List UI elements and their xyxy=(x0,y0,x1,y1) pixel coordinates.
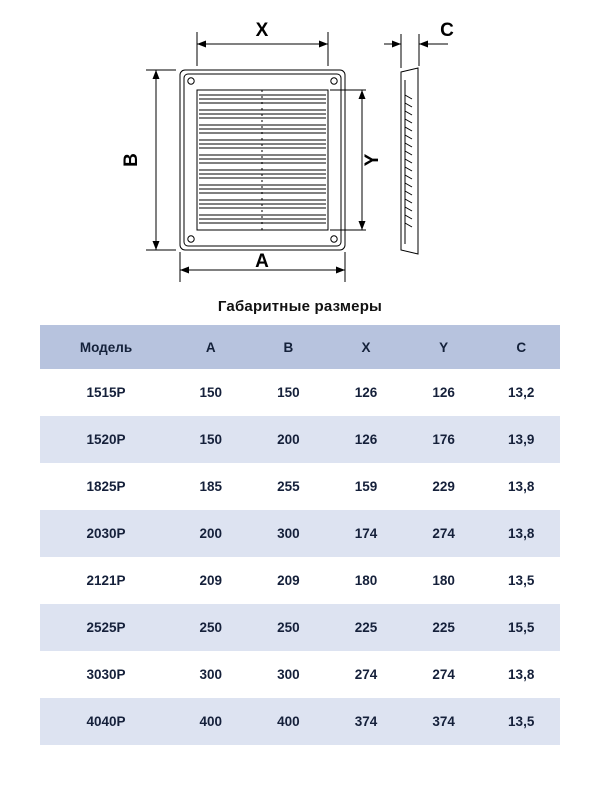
dimension-label-a: A xyxy=(255,251,269,272)
cell-value: 13,8 xyxy=(482,651,560,698)
cell-value: 209 xyxy=(250,557,328,604)
cell-value: 180 xyxy=(405,557,483,604)
cell-value: 150 xyxy=(250,369,328,416)
cell-value: 374 xyxy=(405,698,483,745)
column-header-y: Y xyxy=(405,325,483,369)
dimension-label-x: X xyxy=(255,20,269,41)
column-header-x: X xyxy=(327,325,405,369)
side-view-serration xyxy=(405,95,412,227)
table-row xyxy=(40,557,560,604)
screw-bottom-left xyxy=(188,236,194,242)
table-header-row xyxy=(40,325,560,369)
cell-model: 2121Р xyxy=(40,557,172,604)
cell-value: 250 xyxy=(172,604,250,651)
cell-value: 13,5 xyxy=(482,557,560,604)
column-header-model: Модель xyxy=(40,325,172,369)
dimension-label-b: B xyxy=(121,153,142,167)
cell-value: 174 xyxy=(327,510,405,557)
cell-value: 300 xyxy=(172,651,250,698)
table-row xyxy=(40,651,560,698)
cell-value: 274 xyxy=(405,651,483,698)
cell-value: 255 xyxy=(250,463,328,510)
cell-value: 300 xyxy=(250,651,328,698)
cell-value: 300 xyxy=(250,510,328,557)
cell-value: 225 xyxy=(327,604,405,651)
column-header-c: C xyxy=(482,325,560,369)
screw-top-right xyxy=(331,78,337,84)
cell-value: 400 xyxy=(172,698,250,745)
cell-value: 13,8 xyxy=(482,463,560,510)
cell-value: 400 xyxy=(250,698,328,745)
cell-value: 229 xyxy=(405,463,483,510)
cell-model: 1515Р xyxy=(40,369,172,416)
cell-value: 185 xyxy=(172,463,250,510)
table-row xyxy=(40,510,560,557)
cell-value: 13,2 xyxy=(482,369,560,416)
cell-model: 3030Р xyxy=(40,651,172,698)
table-row xyxy=(40,604,560,651)
cell-value: 15,5 xyxy=(482,604,560,651)
table-row xyxy=(40,698,560,745)
table-row xyxy=(40,416,560,463)
cell-value: 150 xyxy=(172,369,250,416)
cell-model: 1825Р xyxy=(40,463,172,510)
cell-value: 209 xyxy=(172,557,250,604)
cell-value: 176 xyxy=(405,416,483,463)
cell-value: 126 xyxy=(327,369,405,416)
table-row xyxy=(40,463,560,510)
louver-field xyxy=(197,90,328,230)
cell-value: 13,9 xyxy=(482,416,560,463)
cell-model: 1520Р xyxy=(40,416,172,463)
screw-bottom-right xyxy=(331,236,337,242)
cell-model: 2525Р xyxy=(40,604,172,651)
drawing-svg xyxy=(0,0,600,290)
grille-inner-frame xyxy=(184,74,341,246)
cell-value: 13,8 xyxy=(482,510,560,557)
cell-value: 13,5 xyxy=(482,698,560,745)
table-title: Габаритные размеры xyxy=(217,298,383,315)
cell-value: 274 xyxy=(327,651,405,698)
cell-value: 200 xyxy=(172,510,250,557)
table-body xyxy=(40,369,560,745)
cell-model: 2030Р xyxy=(40,510,172,557)
cell-value: 126 xyxy=(327,416,405,463)
technical-drawing xyxy=(0,0,600,290)
table-row xyxy=(40,369,560,416)
dimensions-table xyxy=(40,325,560,745)
cell-value: 150 xyxy=(172,416,250,463)
cell-value: 274 xyxy=(405,510,483,557)
column-header-b: B xyxy=(250,325,328,369)
dimensions-table-wrapper xyxy=(40,325,560,745)
cell-value: 159 xyxy=(327,463,405,510)
cell-model: 4040Р xyxy=(40,698,172,745)
cell-value: 180 xyxy=(327,557,405,604)
cell-value: 225 xyxy=(405,604,483,651)
dimension-label-y: Y xyxy=(362,153,383,167)
cell-value: 250 xyxy=(250,604,328,651)
column-header-a: A xyxy=(172,325,250,369)
cell-value: 374 xyxy=(327,698,405,745)
cell-value: 126 xyxy=(405,369,483,416)
screw-top-left xyxy=(188,78,194,84)
dimension-label-c: C xyxy=(440,20,454,41)
cell-value: 200 xyxy=(250,416,328,463)
